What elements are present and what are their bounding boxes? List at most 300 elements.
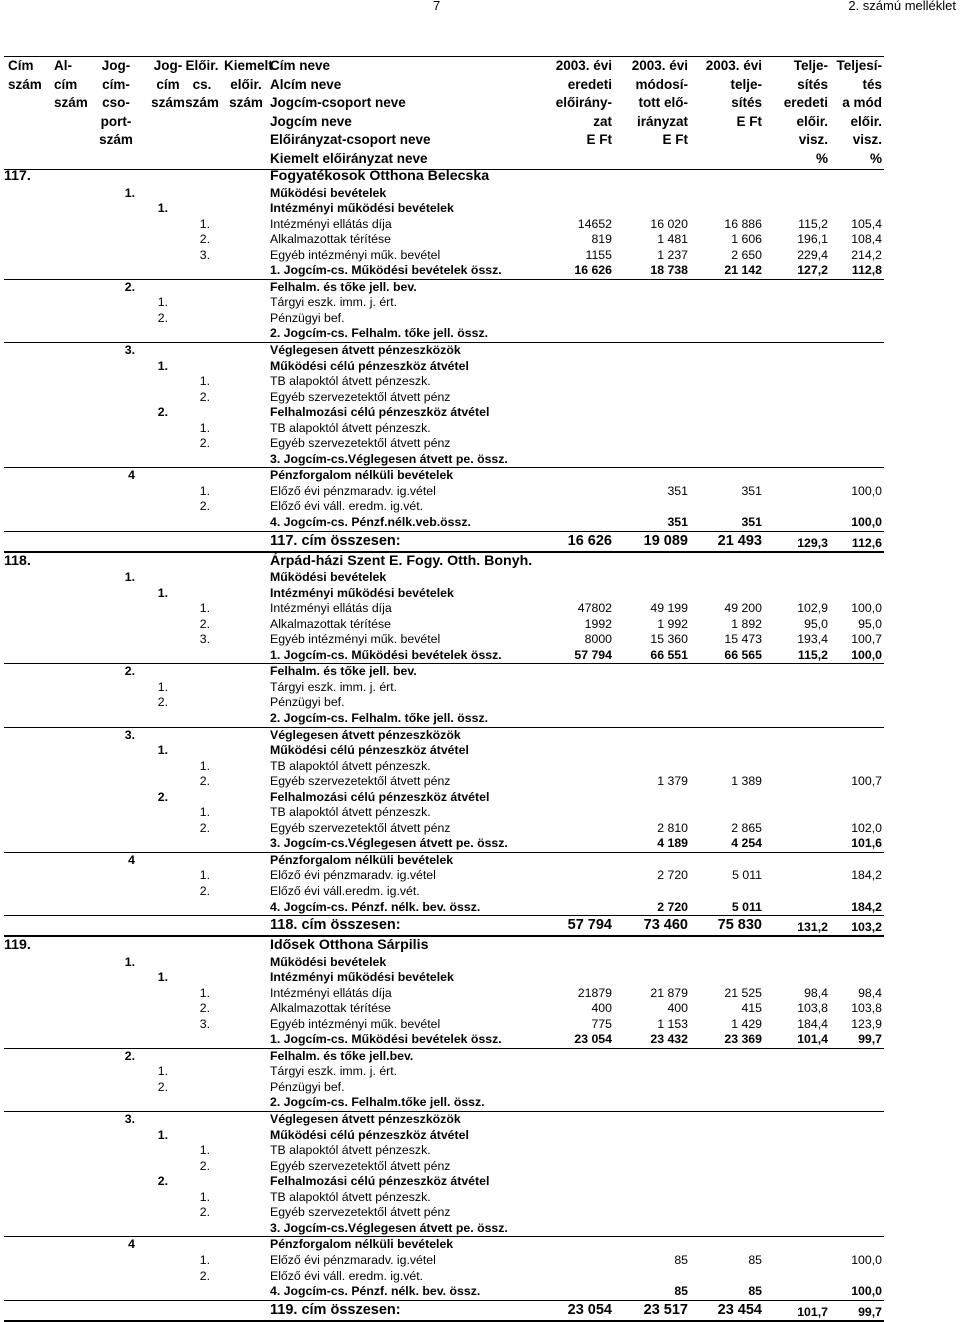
cell-p2: 101,6 [851,836,882,851]
table-row [4,280,884,296]
table-row [4,836,884,853]
cell-p2: 103,2 [851,920,882,935]
cell-name: Pénzforgalom nélküli bevételek [270,852,454,867]
cell-name: Alkalmazottak térítése [270,1001,391,1016]
table-row [4,359,884,375]
cell-v2: 1 379 [657,774,688,789]
cell-name: Előző évi váll.eredm. ig.vét. [270,883,420,898]
cell-p2: 100,0 [851,647,882,662]
cell-v2: 21 879 [650,985,688,1000]
header-kiemelt-line: Kiemelt [224,58,273,73]
cell-v3: 4 254 [731,836,762,851]
cell-name: Véglegesen átvett pénzeszközök [270,1112,461,1127]
cell-c2: 2. [124,279,135,294]
cell-v1: 8000 [584,632,612,647]
header-eredeti-line: előirány- [555,95,612,110]
cell-v2: 4 189 [657,836,688,851]
cell-name: Felhalm. és tőke jell.bev. [270,1048,414,1063]
cell-v2: 66 551 [650,647,688,662]
cell-name: 3. Jogcím-cs.Véglegesen átvett pe. össz. [270,451,508,466]
cell-p1: 193,4 [797,632,828,647]
cell-name: Működési bevételek [270,570,387,585]
cell-p2: 214,2 [851,247,882,262]
cell-c4: 2. [157,695,168,710]
header-modositott-line: E Ft [662,132,688,147]
cell-p1: 103,8 [797,1001,828,1016]
table-row [4,759,884,775]
table-row [4,680,884,696]
cell-p2: 99,7 [858,1032,882,1047]
cell-c5: 2. [199,232,210,247]
cell-p2: 98,4 [858,985,882,1000]
header-teljesites_mod-line: előir. [850,113,882,129]
cell-v3: 23 454 [717,1301,762,1318]
cell-p1: 129,3 [797,535,828,550]
cell-v1: 23 054 [567,1301,612,1318]
cell-name: TB alapoktól átvett pénzeszk. [270,420,431,435]
cell-v3: 21 525 [724,985,762,1000]
header-teljesites_eredeti-line: % [815,150,828,166]
cell-name: Pénzügyi bef. [270,695,345,710]
cell-c5: 1. [199,420,210,435]
header-eredeti-line: E Ft [586,132,612,147]
cell-v2: 351 [667,483,688,498]
header-teljesites-line: sítés [731,95,762,110]
cell-v2: 400 [667,1001,688,1016]
table-row [4,343,884,359]
cell-c5: 1. [199,216,210,231]
cell-p1: 131,2 [797,920,828,935]
cell-v1: 400 [591,1001,612,1016]
cell-name: 2. Jogcím-cs. Felhalm. tőke jell. össz. [270,710,489,725]
cell-name: 117. cím összesen: [270,532,401,549]
cell-c4: 1. [157,1064,168,1079]
cell-p1: 127,2 [797,263,828,278]
cell-c5: 2. [199,499,210,514]
cell-v2: 18 738 [650,263,688,278]
cell-v1: 57 794 [567,917,612,934]
cell-p1: 102,9 [797,601,828,616]
cell-name: Pénzforgalom nélküli bevételek [270,1237,454,1252]
cell-v1: 1992 [584,616,612,631]
table-row [4,484,884,500]
cell-p2: 100,0 [851,483,882,498]
cell-name: Egyéb intézményi műk. bevétel [270,247,441,262]
cell-p2: 108,4 [851,232,882,247]
table-row [4,532,884,553]
table-row [4,1301,884,1322]
cell-name: Egyéb szervezetektől átvett pénz [270,1158,451,1173]
header-modositott-line: módosí- [635,76,688,92]
cell-c5: 1. [199,483,210,498]
cell-name: 118. cím összesen: [270,917,401,934]
cell-c5: 2. [199,1205,210,1220]
cell-name: 1. Jogcím-cs. Működési bevételek össz. [270,647,502,662]
cell-c5: 2. [199,820,210,835]
cell-c5: 2. [199,616,210,631]
cell-c5: 2. [199,1158,210,1173]
table-row [4,1253,884,1269]
table-row [4,1221,884,1238]
cell-p2: 100,7 [851,774,882,789]
cell-name: Alkalmazottak térítése [270,616,391,631]
cell-name: 3. Jogcím-cs.Véglegesen átvett pe. össz. [270,1220,508,1235]
cell-c5: 2. [199,883,210,898]
table-row [4,1001,884,1017]
cell-v3: 75 830 [717,917,762,934]
cell-v3: 5 011 [732,868,762,883]
cell-name: Intézményi ellátás díja [270,601,392,616]
table-row [4,499,884,515]
table-row [4,553,884,571]
cell-c4: 1. [157,585,168,600]
cell-name: Egyéb intézményi műk. bevétel [270,1016,441,1031]
cell-c5: 3. [199,247,210,262]
cell-name: 4. Jogcím-cs. Pénzf. nélk. bev. össz. [270,1284,481,1299]
cell-name: TB alapoktól átvett pénzeszk. [270,758,431,773]
cell-v2: 16 020 [650,216,688,231]
cell-p2: 102,0 [851,820,882,835]
table-row [4,1284,884,1301]
header-teljesites_mod-line: visz. [852,132,882,147]
table-row [4,648,884,665]
table-row [4,805,884,821]
table-row [4,570,884,586]
cell-c5: 1. [199,1189,210,1204]
cell-v1: 21879 [577,985,612,1000]
cell-c2: 1. [124,570,135,585]
table-row [4,1128,884,1144]
cell-name: 4. Jogcím-cs. Pénzf. nélk. bev. össz. [270,899,481,914]
cell-c4: 2. [157,789,168,804]
table-row [4,186,884,202]
cell-p1: 115,2 [797,647,828,662]
cell-name: Intézményi ellátás díja [270,985,392,1000]
cell-c5: 1. [199,1252,210,1267]
header-modositott-line: tott elő- [638,95,688,110]
page-number: 7 [433,0,441,13]
cell-name: Felhalmozási célú pénzeszköz átvétel [270,405,490,420]
header-kiemelt-line: szám [229,95,263,110]
cell-c5: 2. [199,1268,210,1283]
cell-p1: 115,2 [798,216,828,231]
cell-p1: 229,4 [797,247,828,262]
cell-name: Működési bevételek [270,954,387,969]
cell-c1: 118. [4,552,31,569]
table-row [4,311,884,327]
cell-p1: 101,7 [797,1304,828,1319]
cell-name: Idősek Otthona Sárpilis [270,937,429,954]
cell-v3: 85 [748,1252,762,1267]
cell-c4: 2. [157,310,168,325]
cell-c4: 1. [157,358,168,373]
cell-c2: 2. [124,1048,135,1063]
table-row [4,868,884,884]
table-row [4,790,884,806]
cell-name: Pénzügyi bef. [270,310,345,325]
cell-name: Előző évi pénzmaradv. ig.vétel [270,1252,436,1267]
cell-c5: 1. [199,805,210,820]
table-row [4,1112,884,1128]
table-row [4,937,884,955]
header-teljesites_eredeti-line: visz. [798,132,828,147]
cell-name: 4. Jogcím-cs. Pénzf.nélk.veb.össz. [270,514,471,529]
cell-v2: 19 089 [643,532,688,549]
header-eloir-line: cs. [192,76,212,92]
table-row [4,374,884,390]
cell-c2: 4 [128,852,135,867]
table-row [4,452,884,469]
cell-name: Felhalmozási célú pénzeszköz átvétel [270,789,490,804]
cell-c4: 1. [157,1127,168,1142]
table-row [4,664,884,680]
table-row [4,1143,884,1159]
header-jogcim-line: cím [156,76,180,92]
header-names-line: Jogcím neve [270,113,352,129]
cell-p2: 100,0 [851,1252,882,1267]
cell-c5: 2. [199,774,210,789]
header-alcim-line: szám [54,95,88,110]
cell-v3: 66 565 [724,647,762,662]
cell-name: Intézményi működési bevételek [270,970,454,985]
table-row [4,1017,884,1033]
cell-v1: 819 [591,232,612,247]
cell-name: 3. Jogcím-cs.Véglegesen átvett pe. össz. [270,836,508,851]
table-row [4,774,884,790]
table-row [4,201,884,217]
cell-v2: 15 360 [650,632,688,647]
table-row [4,1032,884,1049]
cell-name: Intézményi működési bevételek [270,585,454,600]
cell-p2: 184,2 [851,899,882,914]
cell-c5: 2. [199,436,210,451]
table-row [4,295,884,311]
table-row [4,970,884,986]
header-jogcim-line: szám [151,95,185,110]
cell-v3: 23 369 [724,1032,762,1047]
header-names-line: Jogcím-csoport neve [270,95,406,110]
cell-c2: 3. [124,727,135,742]
cell-name: Tárgyi eszk. imm. j. ért. [270,295,398,310]
cell-p2: 103,8 [851,1001,882,1016]
cell-v3: 16 886 [724,216,762,231]
table-row [4,1205,884,1221]
cell-c4: 1. [157,743,168,758]
header-eredeti-line: zat [593,113,612,129]
table-row [4,955,884,971]
cell-name: Előző évi váll. eredm. ig.vét. [270,499,424,514]
cell-v3: 2 865 [731,820,762,835]
cell-v2: 2 720 [657,899,688,914]
cell-v2: 1 481 [657,232,688,247]
cell-name: Működési célú pénzeszköz átvétel [270,743,469,758]
header-jogcsop-line: cím- [102,76,130,92]
cell-c2: 3. [124,342,135,357]
cell-v2: 1 153 [657,1016,688,1031]
header-teljesites_eredeti-line: Telje- [793,58,828,73]
cell-v3: 1 389 [731,774,762,789]
cell-name: Egyéb intézményi műk. bevétel [270,632,441,647]
cell-c5: 1. [199,374,210,389]
header-names-line: Kiemelt előirányzat neve [270,150,428,166]
header-jogcsop-line: szám [99,132,133,147]
table-row [4,1095,884,1112]
table-header [4,56,884,170]
header-teljesites-line: E Ft [736,113,762,129]
cell-p2: 100,0 [851,514,882,529]
cell-c4: 1. [157,679,168,694]
header-modositott-line: irányzat [636,113,688,129]
table-row [4,232,884,248]
table-row [4,248,884,264]
table-row [4,263,884,280]
table-row [4,711,884,728]
cell-name: Alkalmazottak térítése [270,232,391,247]
table-row [4,728,884,744]
cell-name: Működési célú pénzeszköz átvétel [270,358,469,373]
cell-v3: 1 606 [731,232,762,247]
cell-c5: 1. [199,1143,210,1158]
cell-c5: 1. [199,601,210,616]
table-row [4,168,884,186]
cell-name: Felhalmozási célú pénzeszköz átvétel [270,1174,490,1189]
cell-name: Felhalm. és tőke jell. bev. [270,664,417,679]
cell-name: 2. Jogcím-cs. Felhalm.tőke jell. össz. [270,1095,485,1110]
header-names-line: Alcím neve [270,76,342,92]
appendix-label: 2. számú melléklet [848,0,956,13]
cell-p1: 95,0 [804,616,828,631]
cell-name: 119. cím összesen: [270,1301,401,1318]
cell-c5: 2. [199,1001,210,1016]
table-row [4,853,884,869]
table-row [4,632,884,648]
cell-v1: 47802 [577,601,612,616]
table-row [4,695,884,711]
cell-v2: 23 517 [643,1301,688,1318]
header-teljesites-line: 2003. évi [705,58,762,73]
cell-v3: 21 142 [724,263,762,278]
cell-c5: 3. [199,632,210,647]
header-eloir-line: Előir. [185,58,219,73]
table-row [4,1080,884,1096]
table-row [4,405,884,421]
table-row [4,436,884,452]
cell-p2: 100,7 [851,632,882,647]
cell-v1: 1155 [585,247,612,262]
cell-name: Véglegesen átvett pénzeszközök [270,727,461,742]
cell-p1: 184,4 [797,1016,828,1031]
table-row [4,1159,884,1175]
header-names-line: Cím neve [270,58,331,73]
cell-p1: 101,4 [797,1032,828,1047]
cell-p2: 100,0 [851,1284,882,1299]
cell-name: Előző évi váll. eredm. ig.vét. [270,1268,424,1283]
header-eloir-line: szám [185,95,219,110]
cell-name: Intézményi működési bevételek [270,201,454,216]
header-teljesites_eredeti-line: előir. [796,113,828,129]
table-row [4,916,884,937]
header-cim-line: Cím [8,58,34,73]
table-row [4,1064,884,1080]
cell-name: Egyéb szervezetektől átvett pénz [270,820,451,835]
cell-name: Előző évi pénzmaradv. ig.vétel [270,483,436,498]
cell-v3: 351 [741,483,762,498]
header-names-line: Előirányzat-csoport neve [270,132,431,147]
table-row [4,390,884,406]
cell-p2: 95,0 [858,616,882,631]
header-eredeti-line: 2003. évi [555,58,612,73]
cell-p1: 196,1 [797,232,828,247]
header-teljesites-line: telje- [730,76,762,92]
cell-name: Egyéb szervezetektől átvett pénz [270,389,451,404]
header-teljesites_eredeti-line: sítés [797,76,828,92]
header-jogcsop-line: port- [100,113,132,129]
cell-c2: 2. [124,664,135,679]
cell-v3: 49 200 [724,601,762,616]
header-eredeti-line: eredeti [567,76,612,92]
table-row [4,1269,884,1285]
cell-p2: 184,2 [851,868,882,883]
cell-v3: 5 011 [731,899,762,914]
header-jogcim-line: Jog- [153,58,183,73]
cell-c2: 3. [124,1112,135,1127]
cell-p2: 105,4 [851,216,882,231]
cell-name: Intézményi ellátás díja [270,216,392,231]
cell-name: TB alapoktól átvett pénzeszk. [270,1143,431,1158]
cell-v2: 73 460 [643,917,688,934]
table-row [4,743,884,759]
cell-c2: 4 [128,1237,135,1252]
table-row [4,586,884,602]
cell-name: Felhalm. és tőke jell. bev. [270,279,417,294]
header-teljesites_mod-line: % [869,150,882,166]
budget-table-body [4,168,884,1322]
cell-c4: 1. [157,295,168,310]
table-row [4,884,884,900]
cell-name: Pénzforgalom nélküli bevételek [270,468,454,483]
cell-v2: 2 810 [657,820,688,835]
cell-c4: 2. [157,1079,168,1094]
cell-c1: 119. [4,937,31,954]
cell-v3: 415 [741,1001,762,1016]
cell-v3: 351 [741,514,762,529]
table-row [4,468,884,484]
cell-c4: 1. [157,970,168,985]
cell-name: Működési célú pénzeszköz átvétel [270,1127,469,1142]
cell-name: Tárgyi eszk. imm. j. ért. [270,679,398,694]
table-row [4,1049,884,1065]
cell-name: Tárgyi eszk. imm. j. ért. [270,1064,398,1079]
cell-p2: 99,7 [858,1304,882,1319]
cell-c5: 1. [199,758,210,773]
header-modositott-line: 2003. évi [631,58,688,73]
cell-v3: 2 650 [731,247,762,262]
cell-v3: 15 473 [724,632,762,647]
cell-p2: 123,9 [851,1016,882,1031]
cell-name: Előző évi pénzmaradv. ig.vétel [270,868,436,883]
header-jogcsop-line: Jog- [101,58,131,73]
cell-name: Árpád-házi Szent E. Fogy. Otth. Bonyh. [270,552,533,569]
cell-c4: 1. [157,201,168,216]
table-row [4,1174,884,1190]
cell-name: 1. Jogcím-cs. Működési bevételek össz. [270,263,502,278]
cell-v2: 49 199 [650,601,688,616]
cell-name: Működési bevételek [270,185,387,200]
cell-v3: 1 429 [731,1016,762,1031]
cell-c5: 3. [199,1016,210,1031]
cell-c2: 4 [128,468,135,483]
cell-c4: 2. [157,405,168,420]
